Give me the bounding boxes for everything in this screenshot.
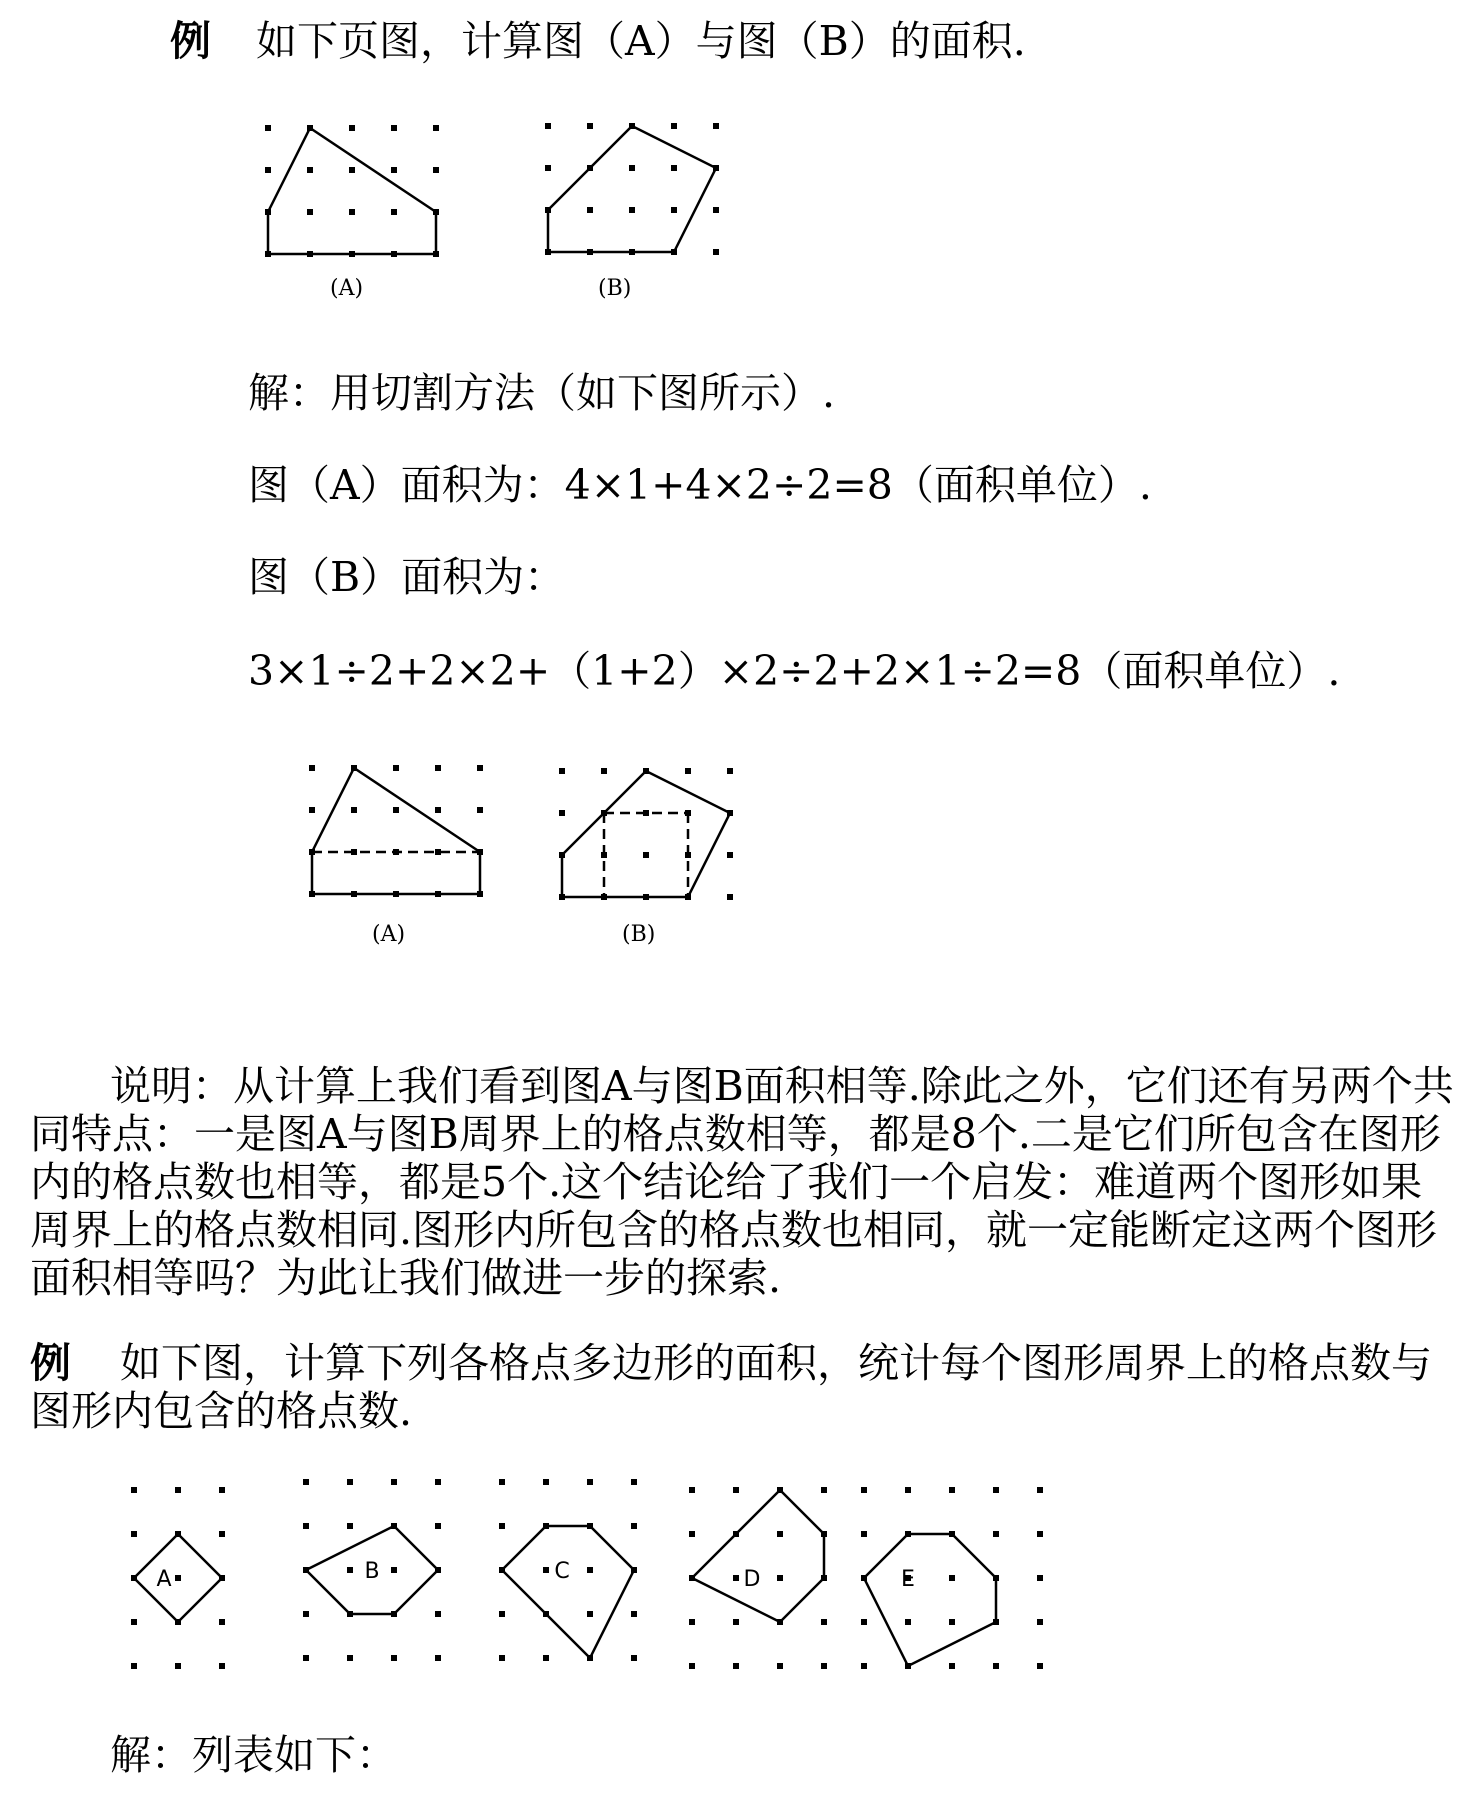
lattice-point [391, 167, 397, 173]
polygon-outline [268, 128, 436, 254]
explanation-line: 面积相等吗？为此让我们做进一步的探索. [30, 1254, 782, 1302]
cut-figure-b [556, 765, 746, 905]
lattice-point [1037, 1663, 1043, 1669]
polygon-figure-b [300, 1476, 460, 1656]
cut-caption-a: (A) [372, 922, 406, 947]
lattice-point [391, 1479, 397, 1485]
lattice-point [265, 125, 271, 131]
example2-line1: 如下图，计算下列各格点多边形的面积，统计每个图形周界上的格点数与 [120, 1339, 1432, 1387]
lattice-point [347, 1479, 353, 1485]
lattice-point [559, 810, 565, 816]
lattice-point [307, 209, 313, 215]
lattice-point [993, 1663, 999, 1669]
lattice-point [905, 1487, 911, 1493]
example-marker: 例 [170, 17, 211, 65]
lattice-point [733, 1575, 739, 1581]
lattice-point [347, 1567, 353, 1573]
lattice-point [435, 807, 441, 813]
lattice-point [391, 209, 397, 215]
lattice-point [713, 249, 719, 255]
polygon-outline [502, 1526, 634, 1658]
lattice-point [777, 1531, 783, 1537]
lattice-point [349, 167, 355, 173]
figure-caption-a: (A) [330, 276, 364, 301]
lattice-point [631, 1655, 637, 1661]
lattice-point [131, 1619, 137, 1625]
polygon-label: B [364, 1559, 380, 1584]
lattice-point [587, 1567, 593, 1573]
lattice-point [689, 1663, 695, 1669]
lattice-point [349, 125, 355, 131]
lattice-point [689, 1531, 695, 1537]
lattice-point [861, 1619, 867, 1625]
lattice-point [433, 125, 439, 131]
lattice-point [543, 1655, 549, 1661]
lattice-point [993, 1531, 999, 1537]
lattice-point [643, 852, 649, 858]
solution2-text: 解：列表如下： [110, 1731, 397, 1779]
lattice-point [821, 1487, 827, 1493]
lattice-point [309, 807, 315, 813]
polygon-label: C [554, 1559, 570, 1584]
lattice-point [219, 1487, 225, 1493]
lattice-point [131, 1663, 137, 1669]
lattice-point [671, 123, 677, 129]
lattice-point [303, 1523, 309, 1529]
lattice-point [347, 1523, 353, 1529]
lattice-point [393, 765, 399, 771]
lattice-point [433, 167, 439, 173]
lattice-point [1037, 1531, 1043, 1537]
lattice-point [713, 207, 719, 213]
explanation-line: 内的格点数也相等，都是5个.这个结论给了我们一个启发：难道两个图形如果 [30, 1158, 1423, 1206]
solution-line-area-b-formula: 3×1÷2+2×2+（1+2）×2÷2+2×1÷2=8（面积单位）. [248, 647, 1341, 695]
lattice-point [861, 1487, 867, 1493]
lattice-point [349, 209, 355, 215]
explanation-line: 同特点：一是图A与图B周界上的格点数相等，都是8个.二是它们所包含在图形 [30, 1110, 1441, 1158]
lattice-point [821, 1663, 827, 1669]
polygon-outline [312, 768, 480, 894]
lattice-point [219, 1531, 225, 1537]
lattice-point [309, 765, 315, 771]
lattice-point [1037, 1575, 1043, 1581]
lattice-point [545, 165, 551, 171]
lattice-point [545, 123, 551, 129]
lattice-point [1037, 1487, 1043, 1493]
polygon-label: A [156, 1567, 172, 1592]
polygon-figure-d [686, 1484, 846, 1664]
lattice-point [393, 807, 399, 813]
lattice-point [351, 807, 357, 813]
lattice-point [685, 768, 691, 774]
lattice-point [587, 207, 593, 213]
lattice-point [435, 1655, 441, 1661]
lattice-point [391, 125, 397, 131]
lattice-point [733, 1487, 739, 1493]
lattice-point [131, 1531, 137, 1537]
lattice-point [949, 1619, 955, 1625]
solution-line-method: 解：用切割方法（如下图所示）. [248, 369, 836, 417]
lattice-point [175, 1487, 181, 1493]
example2-marker: 例 [30, 1339, 71, 1387]
lattice-point [733, 1663, 739, 1669]
lattice-point [131, 1487, 137, 1493]
lattice-point [543, 1479, 549, 1485]
lattice-point [303, 1655, 309, 1661]
lattice-point [175, 1575, 181, 1581]
lattice-point [347, 1655, 353, 1661]
lattice-point [435, 1479, 441, 1485]
lattice-point [993, 1487, 999, 1493]
lattice-point [391, 1567, 397, 1573]
polygon-outline [864, 1534, 996, 1666]
lattice-point [477, 765, 483, 771]
polygon-outline [692, 1490, 824, 1622]
lattice-point [303, 1611, 309, 1617]
lattice-point [307, 167, 313, 173]
lattice-point [435, 765, 441, 771]
lattice-point [629, 165, 635, 171]
lattice-point [435, 1611, 441, 1617]
lattice-point [543, 1567, 549, 1573]
lattice-point [949, 1487, 955, 1493]
lattice-point [499, 1523, 505, 1529]
lattice-point [499, 1655, 505, 1661]
lattice-point [631, 1479, 637, 1485]
lattice-point [631, 1523, 637, 1529]
cut-caption-b: (B) [622, 922, 656, 947]
lattice-figure-b [542, 120, 732, 260]
lattice-point [587, 1611, 593, 1617]
lattice-point [587, 123, 593, 129]
lattice-point [671, 207, 677, 213]
lattice-point [629, 207, 635, 213]
lattice-point [175, 1663, 181, 1669]
lattice-point [727, 768, 733, 774]
lattice-point [689, 1619, 695, 1625]
lattice-point [601, 768, 607, 774]
lattice-point [559, 768, 565, 774]
lattice-figure-a [262, 122, 452, 262]
explanation-line: 周界上的格点数相同.图形内所包含的格点数也相同，就一定能断定这两个图形 [30, 1206, 1438, 1254]
polygon-figure-a [128, 1484, 248, 1664]
lattice-point [477, 807, 483, 813]
lattice-point [219, 1619, 225, 1625]
lattice-point [587, 1479, 593, 1485]
explanation-paragraph [30, 1062, 1454, 1302]
lattice-point [689, 1487, 695, 1493]
lattice-point [671, 165, 677, 171]
lattice-point [861, 1531, 867, 1537]
cut-figure-a [306, 762, 496, 902]
lattice-point [219, 1663, 225, 1669]
solution-line-area-b-label: 图（B）面积为： [248, 553, 566, 601]
polygon-outline [562, 771, 730, 897]
lattice-point [777, 1663, 783, 1669]
lattice-point [905, 1619, 911, 1625]
lattice-point [949, 1663, 955, 1669]
lattice-point [727, 852, 733, 858]
example-prompt: 如下页图，计算图（A）与图（B）的面积. [256, 17, 1026, 65]
lattice-point [391, 1655, 397, 1661]
example2-line2: 图形内包含的格点数. [30, 1387, 413, 1435]
solution-line-area-a: 图（A）面积为：4×1+4×2÷2=8（面积单位）. [248, 461, 1152, 509]
lattice-point [303, 1479, 309, 1485]
lattice-point [949, 1575, 955, 1581]
lattice-point [499, 1611, 505, 1617]
lattice-point [631, 1611, 637, 1617]
lattice-point [265, 167, 271, 173]
polygon-outline [548, 126, 716, 252]
polygon-figure-c [496, 1476, 656, 1656]
lattice-point [861, 1663, 867, 1669]
figure-caption-b: (B) [598, 276, 632, 301]
lattice-point [435, 1523, 441, 1529]
polygon-figure-e [858, 1484, 1088, 1664]
lattice-point [777, 1575, 783, 1581]
lattice-point [733, 1619, 739, 1625]
lattice-point [499, 1479, 505, 1485]
polygon-label: D [743, 1567, 761, 1592]
lattice-point [1037, 1619, 1043, 1625]
lattice-point [821, 1619, 827, 1625]
lattice-point [727, 894, 733, 900]
lattice-point [713, 123, 719, 129]
polygon-label: E [901, 1567, 915, 1592]
explanation-line: 说明：从计算上我们看到图A与图B面积相等.除此之外，它们还有另两个共 [110, 1062, 1454, 1110]
